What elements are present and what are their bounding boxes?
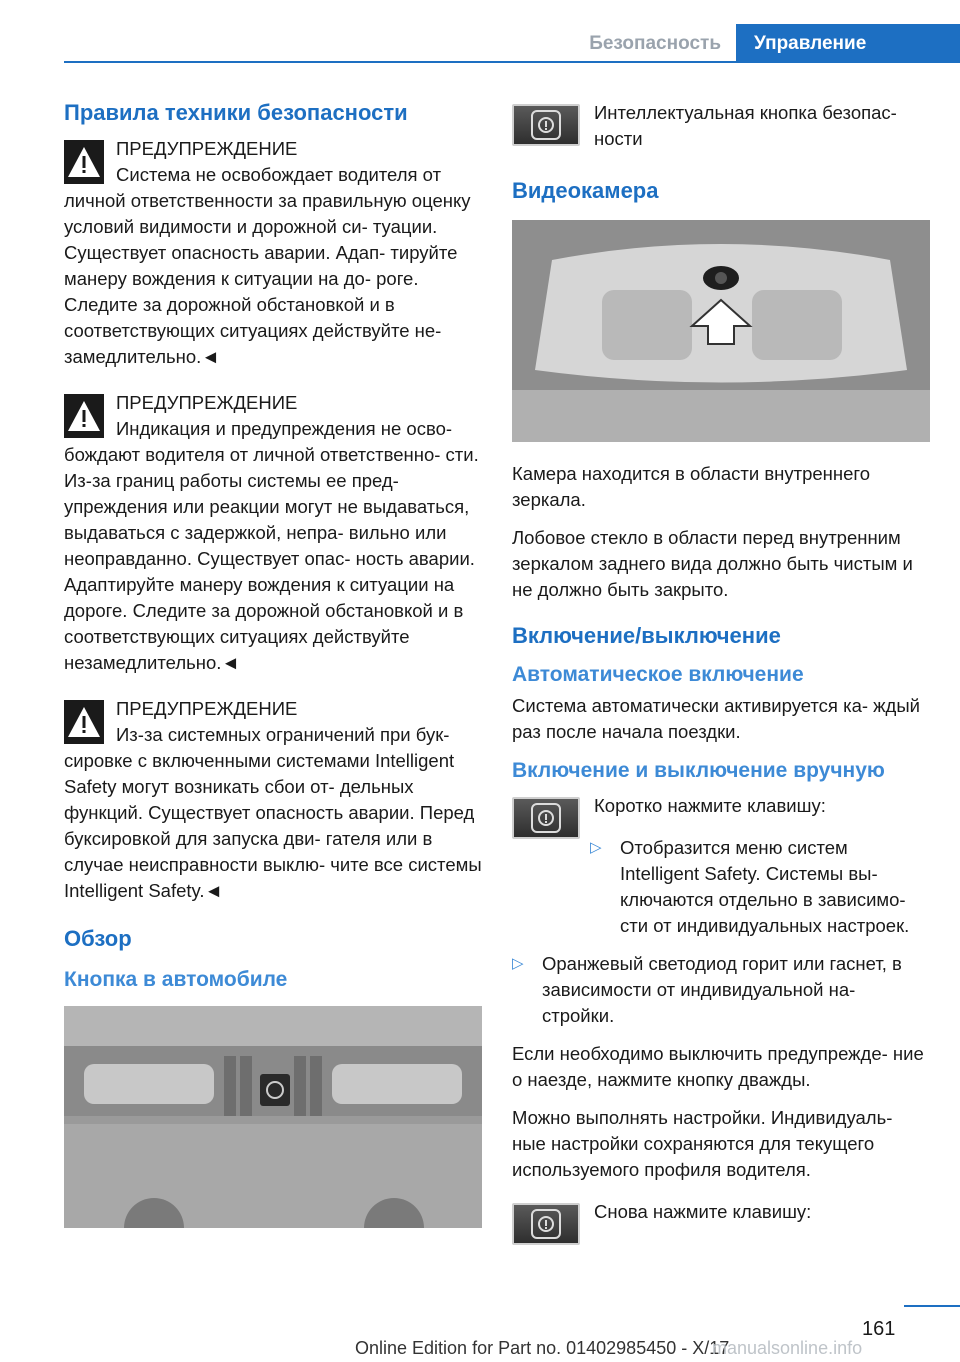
warning-block-2 (64, 390, 482, 676)
safety-button-icon (512, 1203, 580, 1245)
warning-block-1 (64, 136, 482, 370)
safety-button-icon (512, 797, 580, 839)
settings-text: Можно выполнять настройки. Индивидуаль- ные настройки сохраняются для текущего используемого профиля водителя. (512, 1107, 893, 1180)
safety-button-icon (512, 104, 580, 146)
warning-title: ПРЕДУПРЕЖДЕНИЕ (116, 392, 298, 413)
collision-warning-text: Если необходимо выключить предупрежде- ние о наезде, нажмите кнопку дважды. (512, 1043, 924, 1090)
button-in-car-heading: Кнопка в автомобиле (64, 968, 288, 991)
warning-text: Индикация и предупреждения не осво- бождают водителя от личной ответственно- сти. Из-за границ работы системы ее пред- упреждения или реакции могут не выдаваться, выдаваться с задержкой, непра- вильно или неоправданно. Существует опас- ность аварии. Адаптируйте манеру вождения к ситуации на дороге. Следите за дорожной обстановкой и в соответствующих ситуациях действуйте незамедлительно.◄ (64, 418, 479, 673)
header-divider (64, 61, 960, 63)
overview-heading: Обзор (64, 926, 132, 951)
warning-title: ПРЕДУПРЕЖДЕНИЕ (116, 138, 298, 159)
warning-text: Из-за системных ограничений при бук- сировке с включенными системами Intelligent Safety могут возникать сбои от- дельных функций. Существует опасность аварии. Перед буксировкой для запуска дви- гателя или в случае неисправности выклю- чите все системы Intelligent Safety.◄ (64, 724, 482, 901)
manual-press-text: Коротко нажмите клавишу: (594, 795, 826, 816)
press-again-row (512, 1199, 930, 1245)
auto-on-heading: Автоматическое включение (512, 663, 804, 686)
press-again-text: Снова нажмите клавишу: (594, 1201, 812, 1222)
warning-icon (64, 394, 104, 438)
windshield-text: Лобовое стекло в области перед внутренним зеркалом заднего вида должно быть чистым и не должно быть закрыто. (512, 527, 913, 600)
warning-title: ПРЕДУПРЕЖДЕНИЕ (116, 698, 298, 719)
inner-bullet-list (590, 835, 930, 939)
warning-icon (64, 140, 104, 184)
warning-block-3 (64, 696, 482, 904)
footer-divider (904, 1305, 960, 1307)
smart-button-row (512, 100, 930, 152)
list-item: ▷ Отобразится меню систем Intelligent Safety. Системы вы- ключаются отдельно в зависимо- сти от индивидуальных настроек. (590, 837, 910, 936)
dashboard-button-photo (64, 1006, 482, 1228)
tab-control[interactable]: Управление (736, 24, 960, 63)
edition-text: Online Edition for Part no. 01402985450 - X/17 (355, 1338, 730, 1358)
manual-press-row (512, 793, 930, 839)
triangle-bullet-icon: ▷ (590, 839, 602, 856)
smart-button-caption: Интеллектуальная кнопка безопас- ности (594, 102, 897, 149)
outer-bullet-list (512, 951, 930, 1029)
list-item: ▷ Оранжевый светодиод горит или гаснет, в зависимости от индивидуальной на- стройки. (512, 953, 902, 1026)
page-number: 161 (862, 1318, 896, 1340)
watermark: manualsonline.info (712, 1338, 863, 1358)
manual-heading: Включение и выключение вручную (512, 759, 885, 782)
left-column (64, 100, 482, 1247)
auto-on-text: Система автоматически активируется ка- ждый раз после начала поездки. (512, 695, 920, 742)
right-column (512, 100, 930, 1263)
camera-photo (512, 220, 930, 442)
camera-location-text: Камера находится в области внутреннего зеркала. (512, 463, 871, 510)
triangle-bullet-icon: ▷ (512, 955, 524, 972)
on-off-heading: Включение/выключение (512, 623, 781, 648)
tab-safety[interactable]: Безопасность (589, 33, 721, 54)
safety-rules-heading: Правила техники безопасности (64, 100, 408, 125)
video-camera-heading: Видеокамера (512, 178, 659, 203)
warning-text: Система не освобождает водителя от личной ответственности за правильную оценку условий видимости и дорожной си- туации. Существует опасность аварии. Адап- тируйте манеру вождения к ситуации на до- роге. Следите за дорожной обстановкой и в соответствующих ситуациях действуйте не- замедлительно.◄ (64, 164, 471, 367)
warning-icon (64, 700, 104, 744)
